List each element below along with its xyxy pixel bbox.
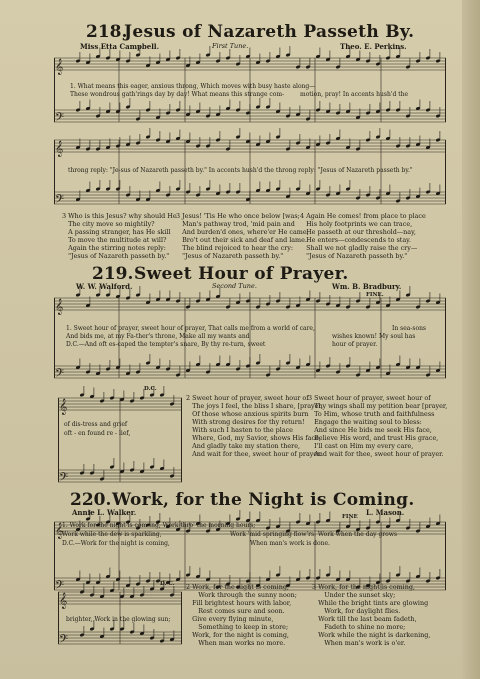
- hymn-219-verse-2: 2 Sweet hour of prayer, sweet hour of The joys I feel, the bliss I share, [prayer, Of those whose anxious spirits burn With strong desires for thy return! With such I hasten to the place Where, God, my Savior, shows His face, And gladly take my station there, And wait for thee, sweet hour of prayer.: [186, 394, 323, 458]
- hymn-220-lyric-1c: Work 'mid springing flow'rs. Work when the day grows: [230, 531, 397, 538]
- hymn-220-author: Annie L. Walker.: [72, 508, 137, 517]
- hymn-219-composer: Wm. B. Bradbury.: [332, 282, 402, 291]
- hymn-219-tune: Second Tune.: [212, 282, 257, 290]
- hymn-220-fine: FINE: [342, 514, 358, 520]
- svg-text:𝄢: 𝄢: [55, 579, 65, 595]
- hymn-219-number: 219.: [92, 264, 134, 284]
- svg-text:𝄢: 𝄢: [59, 471, 69, 487]
- hymn-218-title: Jesus of Nazareth Passeth By.: [124, 22, 415, 42]
- svg-text:𝄞: 𝄞: [55, 141, 64, 157]
- hymn-220-composer: L. Mason.: [366, 508, 405, 517]
- hymn-218-lyric-1c: motion, pray! In accents hush'd the: [300, 91, 409, 98]
- hymn-218-verse-2: 3 Who is this Jesus? why should He The city move so mightily? A passing stranger, has He skill To move the multitude at will? Again the stirring notes reply: "Jesus of Nazareth passeth by.": [62, 212, 177, 260]
- hymn-220-number: 220.: [70, 490, 112, 510]
- svg-text:𝄞: 𝄞: [59, 399, 68, 415]
- svg-text:𝄞: 𝄞: [55, 523, 64, 539]
- hymn-219-verse-3: 3 Sweet hour of prayer, sweet hour of Thy wings shall my petition bear [prayer, To Him, whose truth and faithfulness Engage the waiting soul to bless: And since He bids me seek His face, Believe His word, and trust His grace, I'll cast on Him my every care, And wait for thee, sweet hour of prayer.: [308, 394, 448, 458]
- hymn-219-dc: D.C.: [144, 386, 157, 392]
- hymn-219-staff-2: [58, 392, 182, 488]
- hymn-220-lyric-1: 1. Work for the night is com-ing, Work thro' the morning hours;: [62, 522, 256, 529]
- hymn-219-title: Sweet Hour of Prayer.: [134, 264, 349, 284]
- hymn-218-verse-3: 3 Jesus! 'Tis He who once below [was; Man's pathway trod, 'mid pain and And burden'd ones, where'er He came, Bro't out their sick and deaf and lame. The blind rejoiced to hear the cry: "Jesus of Nazareth passeth by.": [176, 212, 309, 260]
- hymn-220-title: Work, for the Night is Coming.: [112, 490, 415, 510]
- hymn-219-lyric-1c: D.C.—And oft es-caped the tempter's snare, By thy re-turn, sweet: [66, 341, 266, 348]
- hymn-219-lyric-1b: And bids me, at my Fa-ther's throne, Make all my wants and: [66, 333, 250, 340]
- svg-text:𝄞: 𝄞: [55, 299, 64, 315]
- hymn-218-number: 218.: [86, 22, 128, 42]
- hymn-219-fine: FINE.: [366, 292, 384, 298]
- hymn-218-lyric-2: throng reply: "Je-sus of Nazareth passeth by." In accents hush'd the throng reply: "Jesus of Nazareth passeth by.": [68, 167, 413, 174]
- hymn-218-lyric-1b: These wondrous gath'rings day by day! What means this strange com-: [70, 91, 285, 98]
- svg-text:𝄢: 𝄢: [55, 111, 65, 127]
- hymn-218-staff-1: [54, 52, 446, 128]
- hymn-220-lyric-1b: Work while the dew is sparkling,: [62, 531, 162, 538]
- svg-text:𝄞: 𝄞: [55, 59, 64, 75]
- svg-text:𝄢: 𝄢: [59, 633, 69, 649]
- hymn-220-lyric-1e: When man's work is done.: [250, 540, 330, 547]
- hymn-218-tune: First Tune.: [212, 42, 249, 50]
- hymn-220-small-lyric-1: brighter, Work in the glowing sun;: [66, 616, 171, 623]
- hymn-220-verse-2: 2 Work, for the night is coming, Work through the sunny noon; Fill brightest hours with labor, Rest comes sure and soon. Give every flying minute, Something to keep in store; Work, for the night is coming, When man works no more.: [186, 583, 297, 647]
- hymn-219-lyric-1: 1. Sweet hour of prayer, sweet hour of prayer, That calls me from a world of care,: [66, 325, 315, 332]
- hymn-219-small-lyric-1: of dis-tress and grief: [64, 421, 128, 428]
- svg-text:𝄞: 𝄞: [59, 593, 68, 609]
- svg-text:𝄢: 𝄢: [55, 367, 65, 383]
- hymn-219-small-lyric-2: oft - en found re - lief,: [64, 430, 131, 437]
- hymn-218-composer: Theo. E. Perkins.: [340, 42, 407, 51]
- hymn-219-lyric-end-a: In sea-sons: [392, 325, 427, 332]
- hymn-219-lyric-end-b: wishes known! My soul has: [332, 333, 416, 340]
- hymn-219-author: W. W. Walford.: [76, 282, 133, 291]
- hymn-220-verse-3: 3 Work, for the night is coming, Under the sunset sky; While the bright tints are glowing Work, for daylight flies. Work till the last beam fadeth, Fadeth to shine no more; Work while the night is darkening, When man's work is o'er.: [312, 583, 431, 647]
- hymn-218-verse-4: 4 Again He comes! from place to place His holy footprints we can trace, He passeth at our threshold—nay, He enters—condescends to stay. Shall we not gladly raise the cry— "Jesus of Nazareth passeth by.": [300, 212, 426, 260]
- hymn-220-lyric-1d: D.C.—Work for the night is coming,: [62, 540, 170, 547]
- page-edge: [462, 0, 480, 679]
- hymn-219-lyric-end-c: hour of prayer.: [332, 341, 378, 348]
- hymn-220-dc: D. C.: [160, 581, 175, 587]
- hymn-218-author: Miss Etta Campbell.: [80, 42, 160, 51]
- svg-text:𝄢: 𝄢: [55, 193, 65, 209]
- hymn-218-lyric-1a: 1. What means this eager, anxious throng, Which moves with busy haste along—: [70, 83, 316, 90]
